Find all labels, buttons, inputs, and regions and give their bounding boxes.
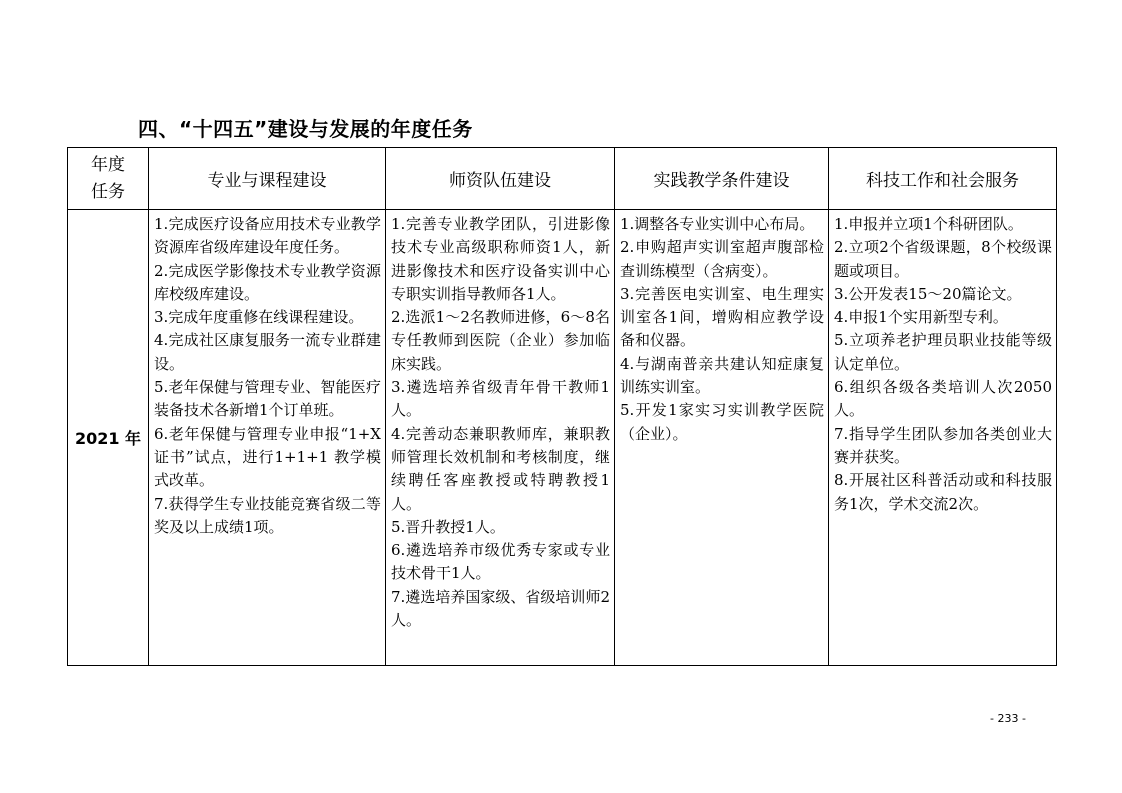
list-item: 4.申报1个实用新型专利。 [834,308,1008,327]
annual-tasks-table [67,147,1057,666]
list-item: 5.老年保健与管理专业、智能医疗装备技术各新增1个订单班。 [154,378,381,420]
list-item: 5.开发1家实习实训教学医院（企业）。 [620,401,824,443]
header-research-service: 科技工作和社会服务 [829,148,1057,210]
header-year-task [68,148,149,210]
list-item: 6.遴选培养市级优秀专家或专业技术骨干1人。 [391,541,610,583]
header-practice-conditions: 实践教学条件建设 [615,148,829,210]
list-item: 4.与湖南普亲共建认知症康复训练实训室。 [620,354,824,397]
list-item: 3.遴选培养省级青年骨干教师1人。 [391,378,610,420]
header-curriculum: 专业与课程建设 [149,148,386,210]
list-item: 8.开展社区科普活动或和科技服务1次，学术交流2次。 [834,471,1052,513]
list-item: 5.立项养老护理员职业技能等级认定单位。 [834,331,1052,373]
list-item: 2.完成医学影像技术专业教学资源库校级库建设。 [154,261,381,303]
list-item: 2.立项2个省级课题，8个校级课题或项目。 [834,238,1052,280]
list-item: 1.完善专业教学团队，引进影像技术专业高级职称师资1人，新进影像技术和医疗设备实训中心专职实训指导教师各1人。 [391,215,610,303]
list-item: 4.完善动态兼职教师库，兼职教师管理长效机制和考核制度，继续聘任客座教授或特聘教授1人。 [391,424,610,513]
list-item: 7.指导学生团队参加各类创业大赛并获奖。 [834,424,1052,466]
list-item: 2.选派1～2名教师进修，6～8名专任教师到医院（企业）参加临床实践。 [391,308,610,373]
header-faculty: 师资队伍建设 [386,148,615,210]
curriculum-cell [149,210,386,666]
list-item: 1.调整各专业实训中心布局。 [620,215,815,233]
table-row [68,210,1057,666]
list-item: 7.获得学生专业技能竞赛省级二等奖及以上成绩1项。 [154,494,381,536]
list-item: 3.完善医电实训室、电生理实训室各1间，增购相应教学设备和仪器。 [620,284,824,350]
list-item: 7.遴选培养国家级、省级培训师2人。 [391,587,610,630]
practice-conditions-cell [615,210,829,666]
list-item: 3.公开发表15～20篇论文。 [834,284,1022,303]
header-year-line1: 年度 [91,154,125,175]
list-item: 1.完成医疗设备应用技术专业教学资源库省级库建设年度任务。 [154,215,381,257]
list-item: 6.组织各级各类培训人次2050人。 [834,378,1052,420]
header-year-line2: 任务 [91,181,125,202]
faculty-cell [386,210,615,666]
list-item: 6.老年保健与管理专业申报“1+X 证书”试点，进行1+1+1 教学模式改革。 [154,424,381,490]
list-item: 2.申购超声实训室超声腹部检查训练模型（含病变）。 [620,238,824,280]
list-item: 4.完成社区康复服务一流专业群建设。 [154,331,381,373]
year-cell: 2021 年 [68,210,149,666]
list-item: 1.申报并立项1个科研团队。 [834,215,1023,233]
section-title: 四、“十四五”建设与发展的年度任务 [138,117,473,141]
list-item: 5.晋升教授1人。 [391,517,505,536]
research-service-cell [829,210,1057,666]
table-header-row [68,148,1057,210]
page-number: - 233 - [990,712,1026,725]
list-item: 3.完成年度重修在线课程建设。 [154,308,364,327]
